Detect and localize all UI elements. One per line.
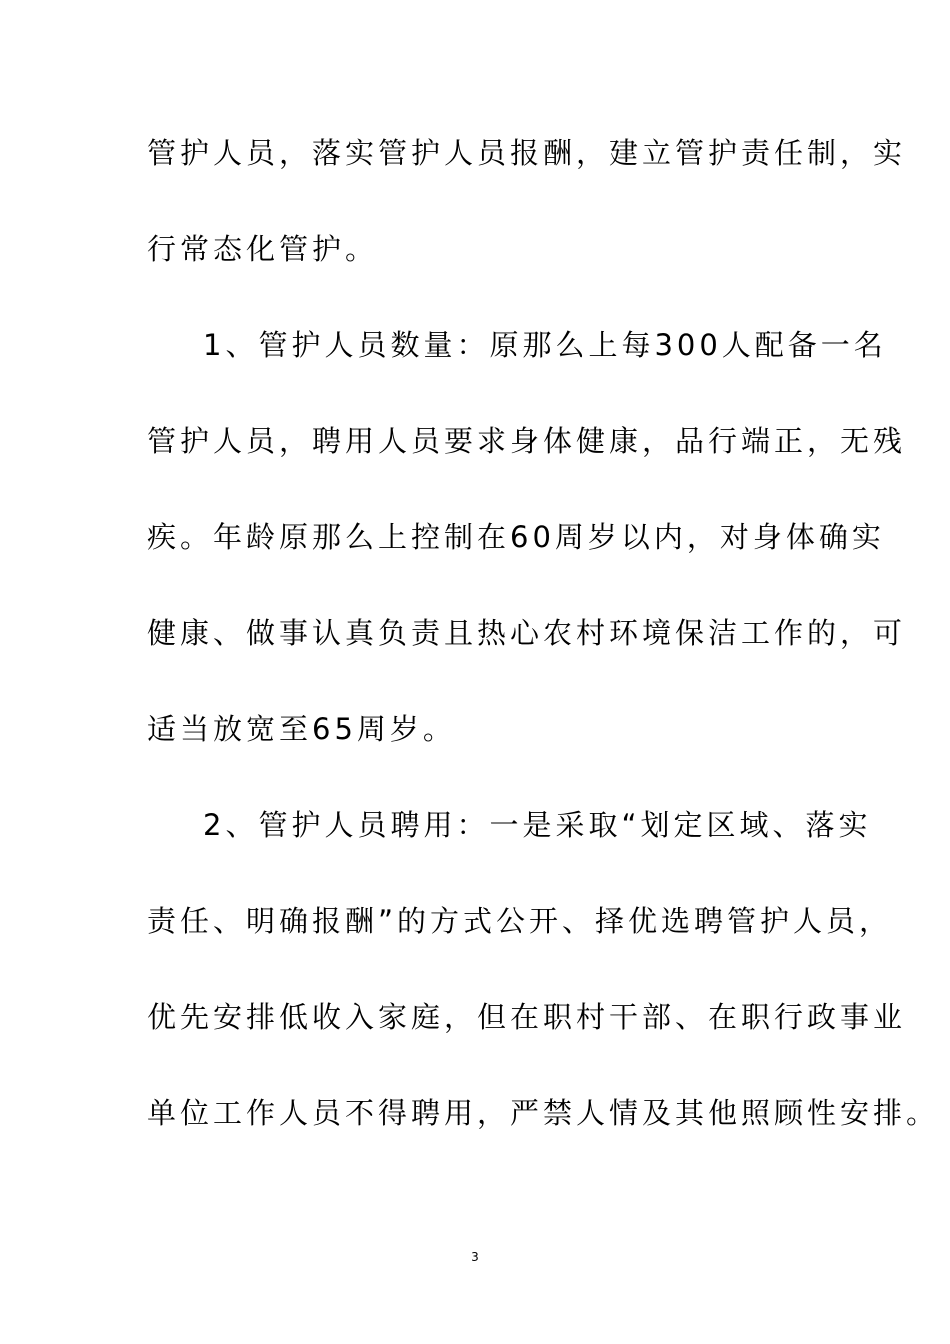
- text-line-7: 适当放宽至65周岁。: [147, 712, 456, 746]
- text-line-6: 健康、做事认真负责且热心农村环境保洁工作的，可: [147, 616, 907, 650]
- text-line-9: 责任、明确报酬”的方式公开、择优选聘管护人员，: [147, 904, 893, 938]
- text-line-5: 疾。年龄原那么上控制在60周岁以内，对身体确实: [147, 520, 885, 554]
- text-line-10: 优先安排低收入家庭，但在职村干部、在职行政事业: [147, 1000, 907, 1034]
- text-line-8: 2、管护人员聘用：一是采取“划定区域、落实: [203, 808, 872, 842]
- text-line-11: 单位工作人员不得聘用，严禁人情及其他照顾性安排。: [147, 1096, 940, 1130]
- page-number: 3: [471, 1250, 479, 1264]
- text-line-1: 管护人员，落实管护人员报酬，建立管护责任制，实: [147, 136, 907, 170]
- text-line-3: 1、管护人员数量：原那么上每300人配备一名: [203, 328, 887, 362]
- text-line-2: 行常态化管护。: [147, 232, 379, 266]
- text-line-4: 管护人员，聘用人员要求身体健康，品行端正，无残: [147, 424, 907, 458]
